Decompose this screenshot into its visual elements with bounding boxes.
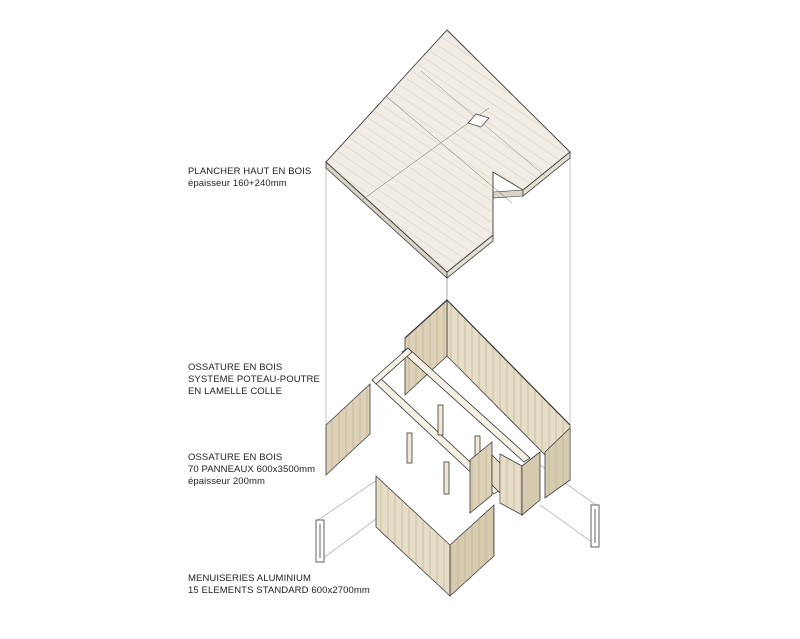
label-line: 15 ELEMENTS STANDARD 600x2700mm — [188, 585, 370, 596]
label-line: PLANCHER HAUT EN BOIS — [188, 166, 312, 177]
post-3 — [444, 462, 449, 494]
roof-floor-slab — [326, 30, 570, 278]
label-windows — [188, 573, 370, 597]
label-line: MENUISERIES ALUMINIUM — [188, 573, 311, 584]
label-line: épaisseur 200mm — [188, 476, 266, 487]
label-line: OSSATURE EN BOIS — [188, 362, 283, 373]
label-line: OSSATURE EN BOIS — [188, 452, 283, 463]
timber-structure — [326, 300, 570, 596]
label-line: épaisseur 160+240mm — [188, 178, 287, 189]
label-roof-floor — [188, 166, 311, 190]
label-line: SYSTEME POTEAU-POUTRE — [188, 374, 320, 385]
label-line: 70 PANNEAUX 600x3500mm — [188, 464, 316, 475]
label-line: EN LAMELLE COLLE — [188, 386, 283, 397]
label-post-beam — [188, 362, 320, 398]
post-2 — [438, 405, 443, 435]
post-1 — [407, 433, 412, 463]
label-wall-panels — [188, 452, 315, 488]
slab-notch-edge — [493, 190, 523, 198]
